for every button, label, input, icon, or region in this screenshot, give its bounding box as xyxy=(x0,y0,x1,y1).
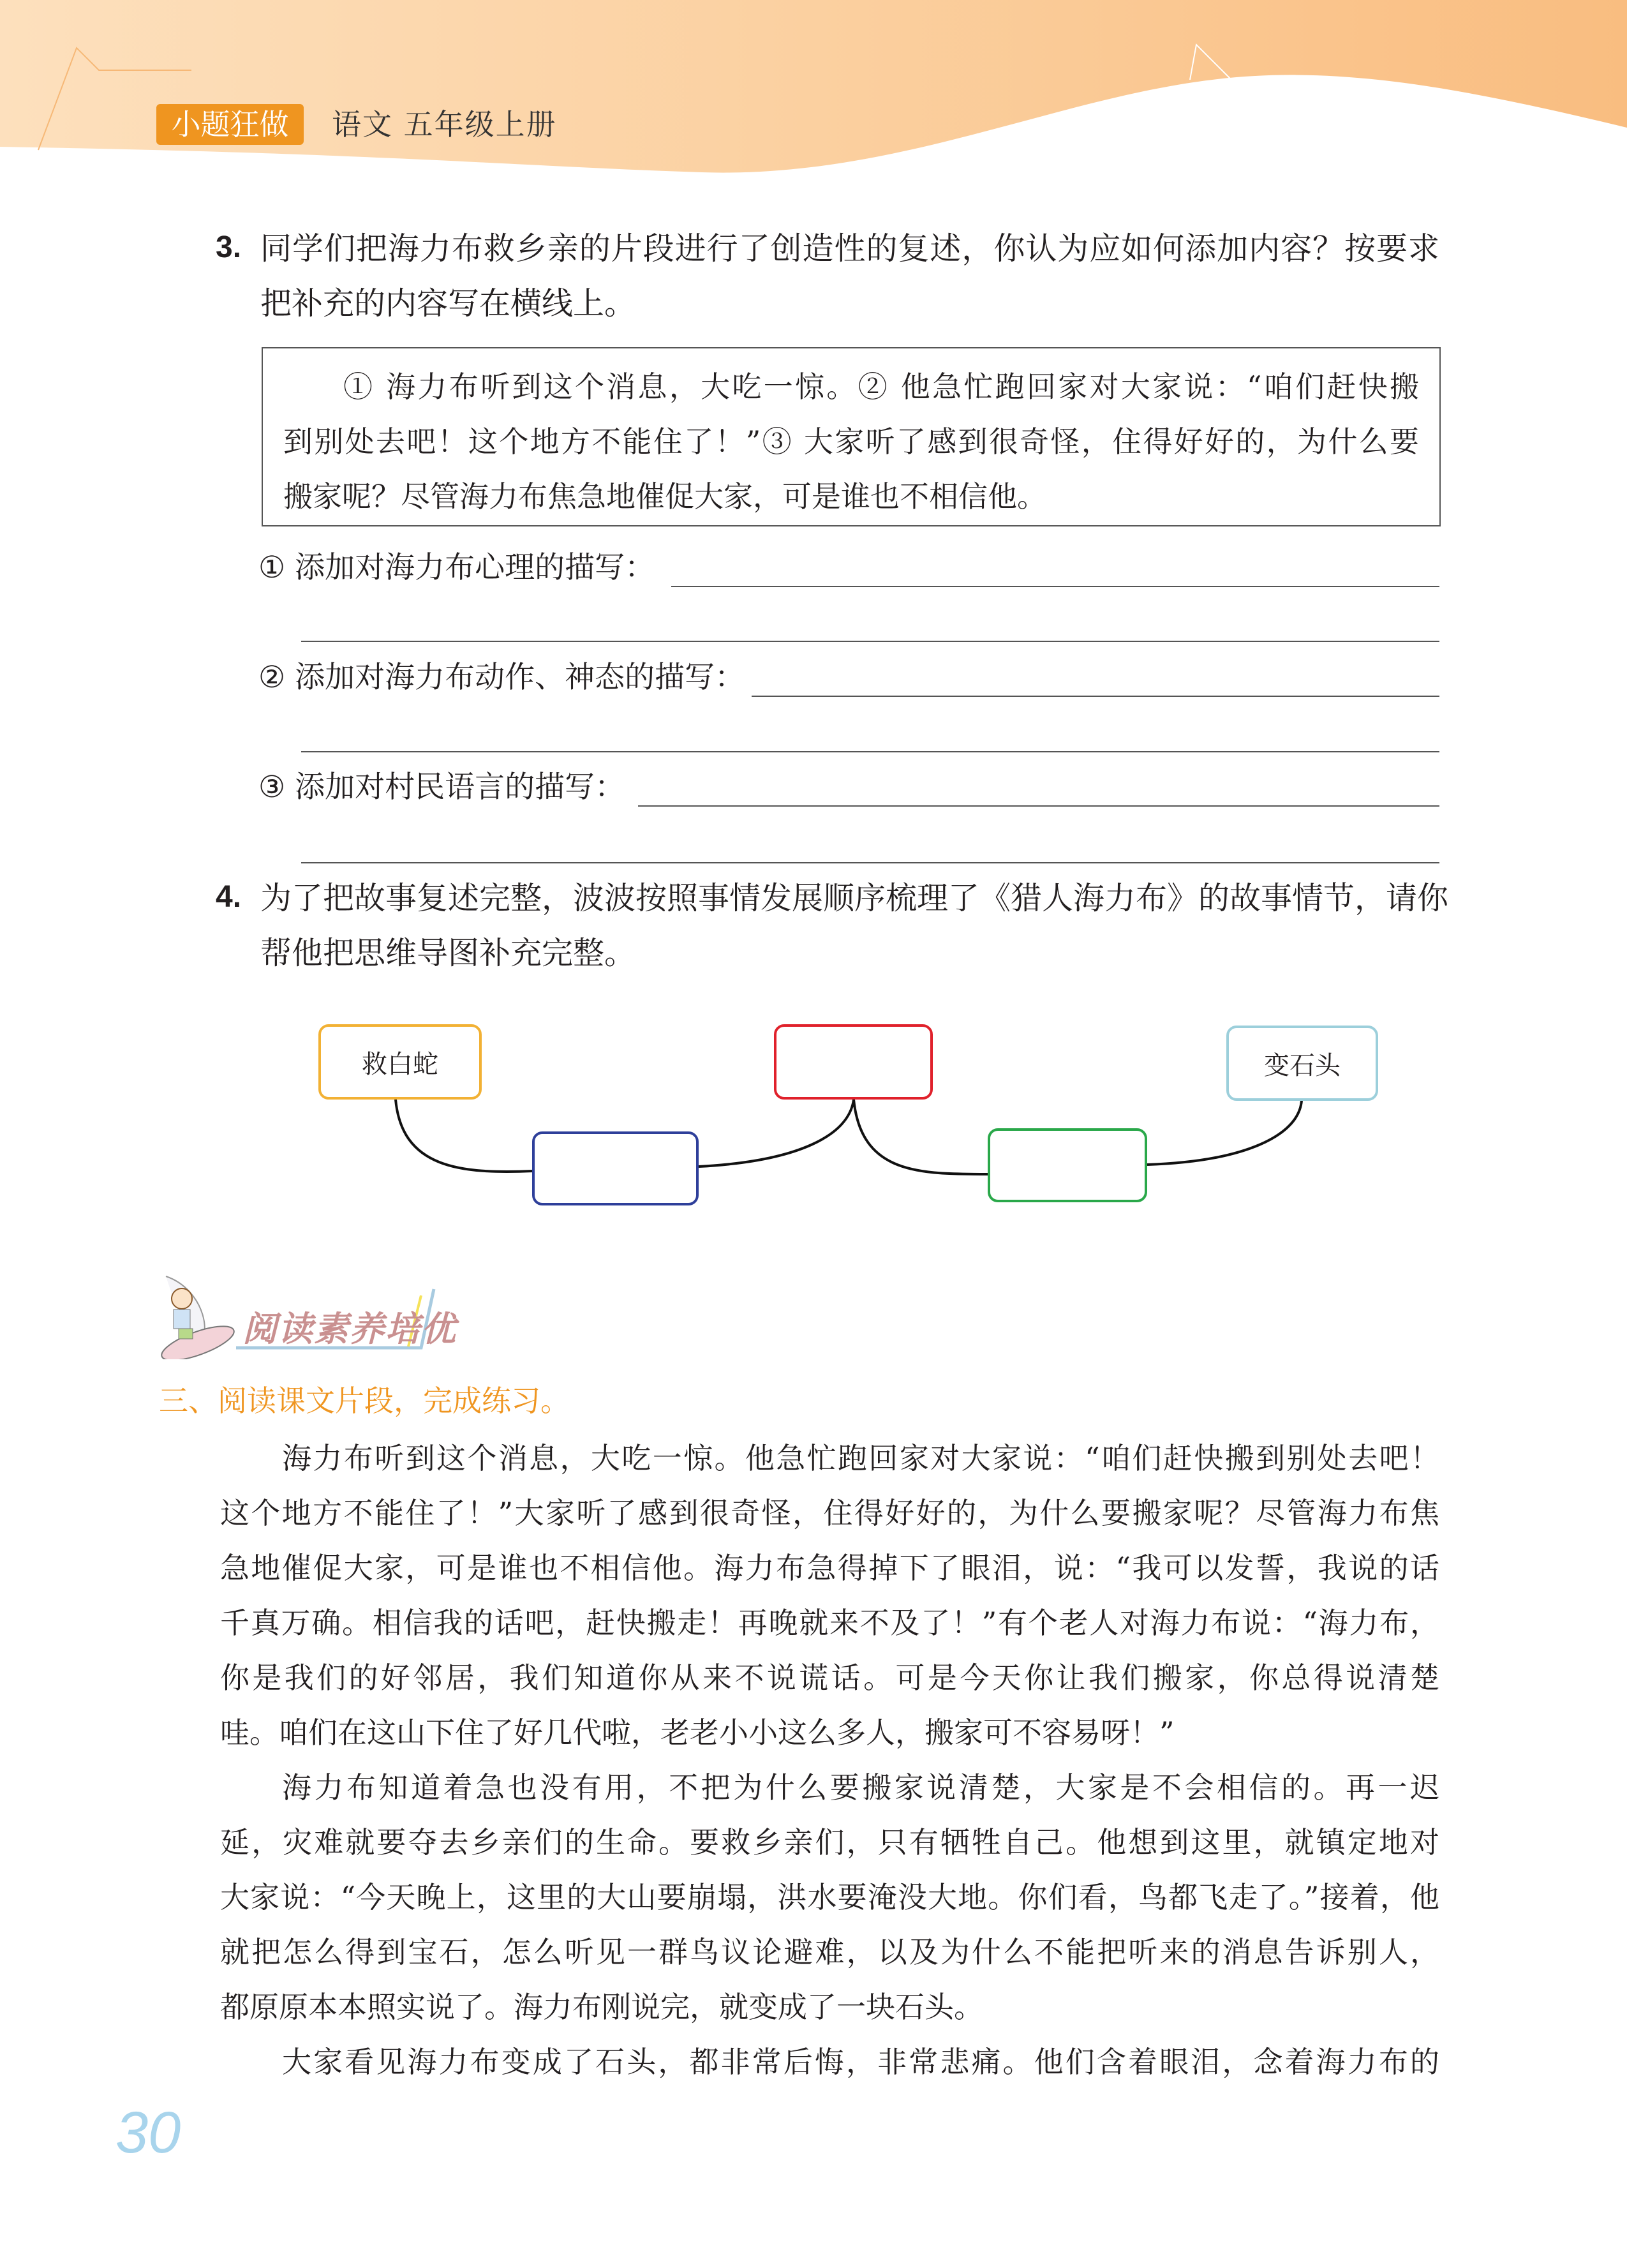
question-4-prompt: 为了把故事复述完整，波波按照事情发展顺序梳理了《猎人海力布》的故事情节，请你 xyxy=(260,880,1449,916)
section-banner-reading: 阅读素养培优 xyxy=(242,1309,457,1349)
passage-line: 你是我们的好邻居，我们知道你从来不说谎话。可是今天你让我们搬家，你总得说清楚 xyxy=(220,1660,1439,1695)
question-number-3: 3. xyxy=(216,230,242,264)
mind-map-node-become-stone: 变石头 xyxy=(1226,1026,1378,1101)
passage-line: 急地催促大家，可是谁也不相信他。海力布急得掉下了眼泪，说：“我可以发誓，我说的话 xyxy=(220,1551,1439,1585)
question-3-prompt: 同学们把海力布救乡亲的片段进行了创造性的复述，你认为应如何添加内容？按要求 xyxy=(260,230,1439,267)
excerpt-line: ① 海力布听到这个消息，大吃一惊。② 他急忙跑回家对大家说：“咱们赶快搬 xyxy=(343,369,1419,404)
passage-line: 大家说：“今天晚上，这里的大山要崩塌，洪水要淹没大地。你们看，鸟都飞走了。”接着，他 xyxy=(220,1880,1439,1914)
mind-map-node-blank-2[interactable] xyxy=(532,1131,699,1205)
question-4-prompt-cont: 帮他把思维导图补充完整。 xyxy=(260,935,636,971)
mind-map-node-blank-4[interactable] xyxy=(988,1128,1147,1202)
passage-line: 这个地方不能住了！”大家听了感到很奇怪，住得好好的，为什么要搬家呢？尽管海力布焦 xyxy=(220,1496,1439,1530)
mind-map-node-blank-3[interactable] xyxy=(774,1024,933,1100)
passage-line: 海力布听到这个消息，大吃一惊。他急忙跑回家对大家说：“咱们赶快搬到别处去吧！ xyxy=(282,1441,1439,1475)
page-number: 30 xyxy=(115,2100,181,2165)
part-3-heading: 三、阅读课文片段，完成练习。 xyxy=(159,1384,570,1418)
passage-line: 千真万确。相信我的话吧，赶快搬走！再晚就来不及了！”有个老人对海力布说：“海力布， xyxy=(220,1606,1439,1640)
passage-line: 海力布知道着急也没有用，不把为什么要搬家说清楚，大家是不会相信的。再一迟 xyxy=(282,1770,1439,1805)
passage-line: 就把怎么得到宝石，怎么听见一群鸟议论避难，以及为什么不能把听来的消息告诉别人， xyxy=(220,1935,1439,1969)
question-3-prompt-cont: 把补充的内容写在横线上。 xyxy=(260,285,636,322)
item-psychology-label: ① 添加对海力布心理的描写： xyxy=(258,550,655,585)
passage-line: 大家看见海力布变成了石头，都非常后悔，非常悲痛。他们含着眼泪，念着海力布的 xyxy=(282,2045,1439,2079)
passage-line: 哇。咱们在这山下住了好几代啦，老老小小这么多人，搬家可不容易呀！” xyxy=(220,1715,1175,1750)
passage-line: 延，灾难就要夺去乡亲们的生命。要救乡亲们，只有牺牲自己。他想到这里，就镇定地对 xyxy=(220,1825,1439,1860)
excerpt-line: 搬家呢？尽管海力布焦急地催促大家，可是谁也不相信他。 xyxy=(283,479,1046,514)
excerpt-line: 到别处去吧！这个地方不能住了！”③ 大家听了感到很奇怪，住得好好的，为什么要 xyxy=(283,424,1419,459)
mind-map-node-save-snake: 救白蛇 xyxy=(318,1024,482,1100)
question-number-4: 4. xyxy=(216,880,242,914)
item-action-label: ② 添加对海力布动作、神态的描写： xyxy=(258,660,745,695)
passage-line: 都原原本本照实说了。海力布刚说完，就变成了一块石头。 xyxy=(220,1990,983,2024)
item-villager-speech-label: ③ 添加对村民语言的描写： xyxy=(258,770,625,805)
series-badge: 小题狂做 xyxy=(156,104,304,145)
subject-title: 语文 五年级上册 xyxy=(332,107,557,142)
